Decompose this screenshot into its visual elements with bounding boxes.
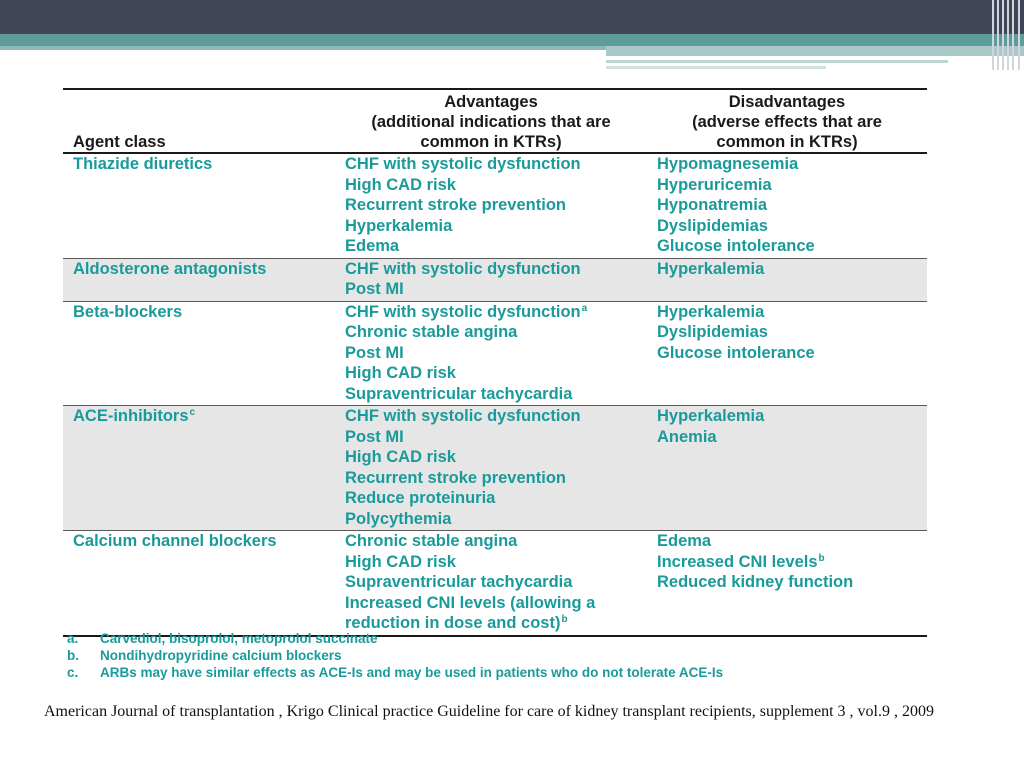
- cell-line: [345, 406, 647, 427]
- cell-line: [345, 236, 647, 257]
- cell-line: [657, 322, 927, 343]
- header-band-dark: [0, 0, 1024, 34]
- cell-line: [345, 531, 647, 552]
- cell-text: Recurrent stroke prevention: [345, 196, 566, 214]
- header-agent-class: Agent class: [73, 133, 166, 151]
- cell-text: Chronic stable angina: [345, 323, 518, 341]
- header-disadvantages: Disadvantages (adverse effects that are common in KTRs): [692, 93, 882, 151]
- agent-class-cell: [63, 406, 335, 531]
- cell-text: Hyperuricemia: [657, 175, 772, 194]
- header-band-teal: [0, 34, 1024, 46]
- footnote-text: ARBs may have similar effects as ACE-Is and may be used in patients who do not tolerate ACE-Is: [100, 665, 724, 680]
- advantages-cell: [335, 301, 647, 406]
- cell-line: [345, 509, 647, 530]
- cell-line: [657, 427, 927, 448]
- cell-text: Hyperkalemia: [657, 407, 765, 425]
- cell-line: [345, 302, 647, 323]
- cell-text: Dyslipidemias: [657, 216, 768, 235]
- cell-line: [73, 406, 335, 427]
- footnote-text: Nondihydropyridine calcium blockers: [100, 648, 342, 663]
- cell-line: [345, 279, 647, 300]
- table-row: [63, 531, 927, 636]
- agent-class-cell: [63, 153, 335, 258]
- footnote: [67, 630, 723, 647]
- cell-text: Increased CNI levels (allowing a: [345, 593, 596, 612]
- footnote-label: b.: [67, 648, 79, 663]
- cell-line: [345, 216, 647, 237]
- advantages-cell: [335, 153, 647, 258]
- header-band-light: [0, 46, 606, 50]
- footnote-label: c.: [67, 665, 79, 680]
- cell-text: Increased CNI levels: [657, 552, 818, 571]
- cell-line: [657, 216, 927, 237]
- cell-text: Glucose intolerance: [657, 343, 815, 362]
- cell-text: Post MI: [345, 280, 404, 298]
- cell-line: [657, 406, 927, 427]
- cell-text: Hyperkalemia: [657, 302, 765, 321]
- cell-text: Reduce proteinuria: [345, 489, 496, 507]
- cell-text: Dyslipidemias: [657, 323, 768, 341]
- disadvantages-cell: [647, 406, 927, 531]
- cell-line: [345, 488, 647, 509]
- cell-line: [345, 447, 647, 468]
- cell-line: [657, 552, 927, 573]
- cell-text: High CAD risk: [345, 448, 456, 466]
- cell-text: Edema: [345, 237, 400, 255]
- cell-text: Reduced kidney function: [657, 573, 854, 591]
- footnote-marker: b: [561, 614, 568, 625]
- cell-line: [345, 343, 647, 364]
- cell-line: [345, 175, 647, 196]
- cell-line: [345, 195, 647, 216]
- cell-line: [657, 175, 927, 196]
- header-vertical-stripes: [990, 0, 1024, 70]
- disadvantages-cell: [647, 531, 927, 636]
- header-band-light-right: [606, 46, 1024, 56]
- cell-text: Polycythemia: [345, 509, 452, 528]
- cell-text: CHF with systolic dysfunction: [345, 302, 581, 321]
- footnote: [67, 664, 723, 681]
- cell-line: [657, 154, 927, 175]
- cell-line: [73, 154, 335, 175]
- cell-text: Chronic stable angina: [345, 532, 518, 550]
- footnote: [67, 647, 723, 664]
- cell-text: High CAD risk: [345, 364, 456, 382]
- cell-line: [73, 302, 335, 323]
- cell-text: Glucose intolerance: [657, 237, 815, 255]
- cell-text: Anemia: [657, 427, 717, 446]
- cell-text: Recurrent stroke prevention: [345, 468, 566, 487]
- cell-line: [345, 322, 647, 343]
- footnote-marker: a: [581, 302, 588, 314]
- cell-line: [345, 572, 647, 593]
- cell-text: Post MI: [345, 343, 404, 362]
- cell-text: Supraventricular tachycardia: [345, 573, 573, 591]
- cell-text: ACE-inhibitors: [73, 407, 189, 425]
- cell-text: CHF with systolic dysfunction: [345, 259, 581, 278]
- header-advantages: Advantages (additional indications that are common in KTRs): [371, 93, 611, 151]
- header-accent-line: [606, 66, 826, 69]
- cell-text: Supraventricular tachycardia: [345, 384, 573, 403]
- cell-line: [345, 259, 647, 280]
- cell-line: [345, 384, 647, 405]
- footnote-label: a.: [67, 631, 79, 646]
- agent-class-cell: [63, 258, 335, 301]
- table-row: [63, 406, 927, 531]
- footnote-text: Carvediol, bisoprolol, metoprolol succinate: [100, 631, 378, 646]
- cell-text: Post MI: [345, 427, 404, 446]
- cell-line: [345, 468, 647, 489]
- cell-line: [345, 552, 647, 573]
- cell-text: Beta-blockers: [73, 302, 183, 321]
- cell-line: [657, 572, 927, 593]
- header-accent-line: [606, 60, 948, 63]
- cell-line: [345, 154, 647, 175]
- cell-line: [657, 195, 927, 216]
- agent-class-cell: [63, 531, 335, 636]
- advantages-cell: [335, 406, 647, 531]
- antihypertensive-table: [63, 88, 927, 637]
- disadvantages-cell: [647, 258, 927, 301]
- cell-line: [657, 531, 927, 552]
- cell-text: Hyperkalemia: [657, 259, 765, 278]
- cell-text: Hyponatremia: [657, 196, 768, 214]
- cell-line: [657, 259, 927, 280]
- table-header-row: [63, 89, 927, 153]
- cell-line: [657, 236, 927, 257]
- cell-text: CHF with systolic dysfunction: [345, 155, 581, 173]
- footnotes: [67, 630, 723, 681]
- cell-line: [73, 259, 335, 280]
- table-row: [63, 153, 927, 258]
- cell-line: [657, 343, 927, 364]
- citation: American Journal of transplantation , Krigo Clinical practice Guideline for care of kidney transplant recipients, supplement 3 , vol.9 , 2009: [44, 703, 934, 720]
- agent-class-cell: [63, 301, 335, 406]
- footnote-marker: c: [189, 407, 196, 418]
- cell-text: Hypomagnesemia: [657, 155, 799, 173]
- cell-line: [657, 302, 927, 323]
- cell-text: High CAD risk: [345, 175, 456, 194]
- advantages-cell: [335, 258, 647, 301]
- cell-text: reduction in dose and cost): [345, 614, 561, 632]
- disadvantages-cell: [647, 301, 927, 406]
- cell-text: Aldosterone antagonists: [73, 259, 267, 278]
- advantages-cell: [335, 531, 647, 636]
- cell-line: [345, 427, 647, 448]
- table-row: [63, 258, 927, 301]
- cell-line: [73, 531, 335, 552]
- cell-line: [345, 593, 647, 614]
- cell-line: [345, 363, 647, 384]
- disadvantages-cell: [647, 153, 927, 258]
- table-row: [63, 301, 927, 406]
- cell-text: Thiazide diuretics: [73, 155, 213, 173]
- cell-text: Edema: [657, 532, 712, 550]
- cell-text: High CAD risk: [345, 552, 456, 571]
- cell-text: Calcium channel blockers: [73, 532, 277, 550]
- cell-text: Hyperkalemia: [345, 216, 453, 235]
- footnote-marker: b: [818, 552, 825, 564]
- cell-text: CHF with systolic dysfunction: [345, 407, 581, 425]
